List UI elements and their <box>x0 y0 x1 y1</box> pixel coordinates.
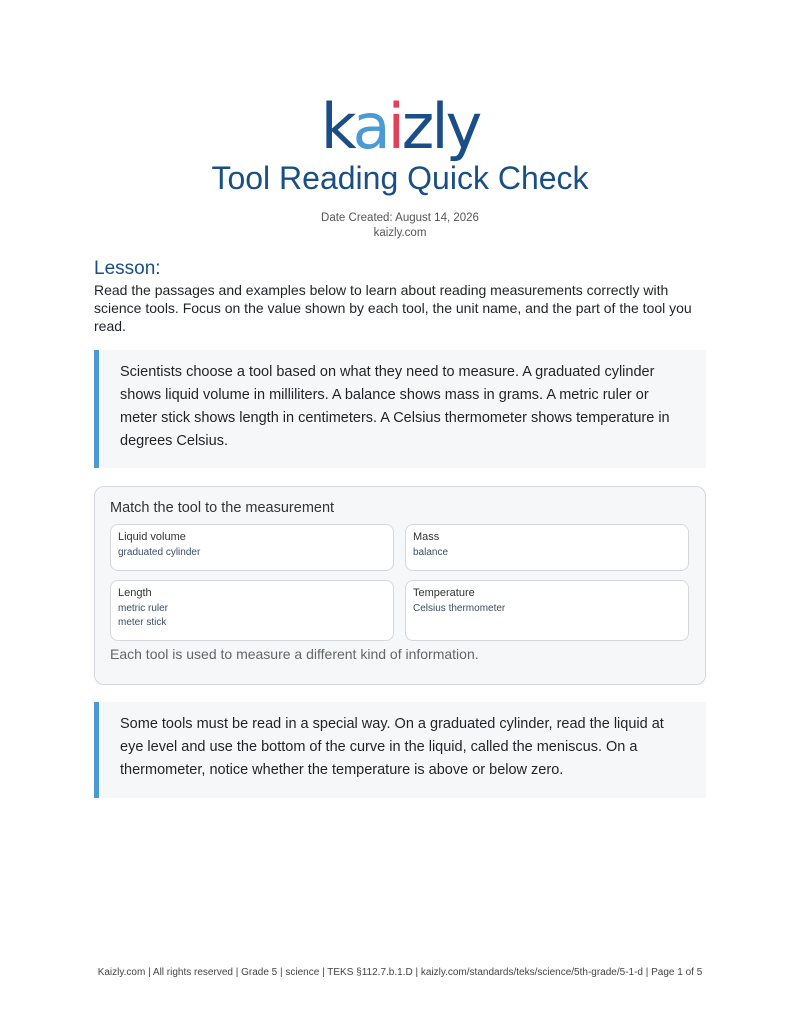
site-url: kaizly.com <box>373 227 427 239</box>
logo-letter-k: k <box>320 90 353 163</box>
match-box-item: balance <box>413 547 449 558</box>
match-box-label: Temperature <box>413 587 475 599</box>
match-box-length <box>110 580 394 641</box>
logo-letter-a: a <box>352 90 388 163</box>
match-box-item: Celsius thermometer <box>413 603 506 614</box>
tool-match-card <box>94 486 706 685</box>
match-box-item: metric ruler <box>118 603 169 614</box>
lesson-intro: Read the passages and examples below to learn about reading measurements correctly with science tools. Focus on the value shown by each tool, the unit name, and the part of the tool you read. <box>94 282 692 334</box>
match-card-note: Each tool is used to measure a different kind of information. <box>110 646 479 662</box>
match-box-label: Liquid volume <box>118 531 186 543</box>
match-box-item: meter stick <box>118 617 167 628</box>
page-title: Tool Reading Quick Check <box>211 160 589 196</box>
kaizly-logo <box>0 92 800 162</box>
match-box-item: graduated cylinder <box>118 547 201 558</box>
match-card-title: Match the tool to the measurement <box>110 500 335 516</box>
match-box-liquid-volume <box>110 524 394 571</box>
date-created: Date Created: August 14, 2026 <box>321 212 479 224</box>
logo-letters-zly: zly <box>401 90 480 163</box>
page-footer: Kaizly.com | All rights reserved | Grade 5 | science | TEKS §112.7.b.1.D | kaizly.com/standards/teks/science/5th-grade/5-1-d | Page 1 of 5 <box>97 967 703 978</box>
lesson-heading: Lesson: <box>94 258 161 279</box>
passage-reading-tools: Some tools must be read in a special way. On a graduated cylinder, read the liquid at eye level and use the bottom of the curve in the liquid, called the meniscus. On a thermometer, notice whether the temperature is above or below zero. <box>94 702 706 798</box>
logo-letter-i: i <box>387 90 402 163</box>
match-box-label: Length <box>118 587 152 599</box>
match-box-temperature <box>405 580 689 641</box>
passage-tool-choice: Scientists choose a tool based on what they need to measure. A graduated cylinder shows liquid volume in milliliters. A balance shows mass in grams. A metric ruler or meter stick shows length in centimeters. A Celsius thermometer shows temperature in degrees Celsius. <box>94 350 706 468</box>
match-box-label: Mass <box>413 531 440 543</box>
match-box-mass <box>405 524 689 571</box>
document-meta <box>0 211 800 241</box>
